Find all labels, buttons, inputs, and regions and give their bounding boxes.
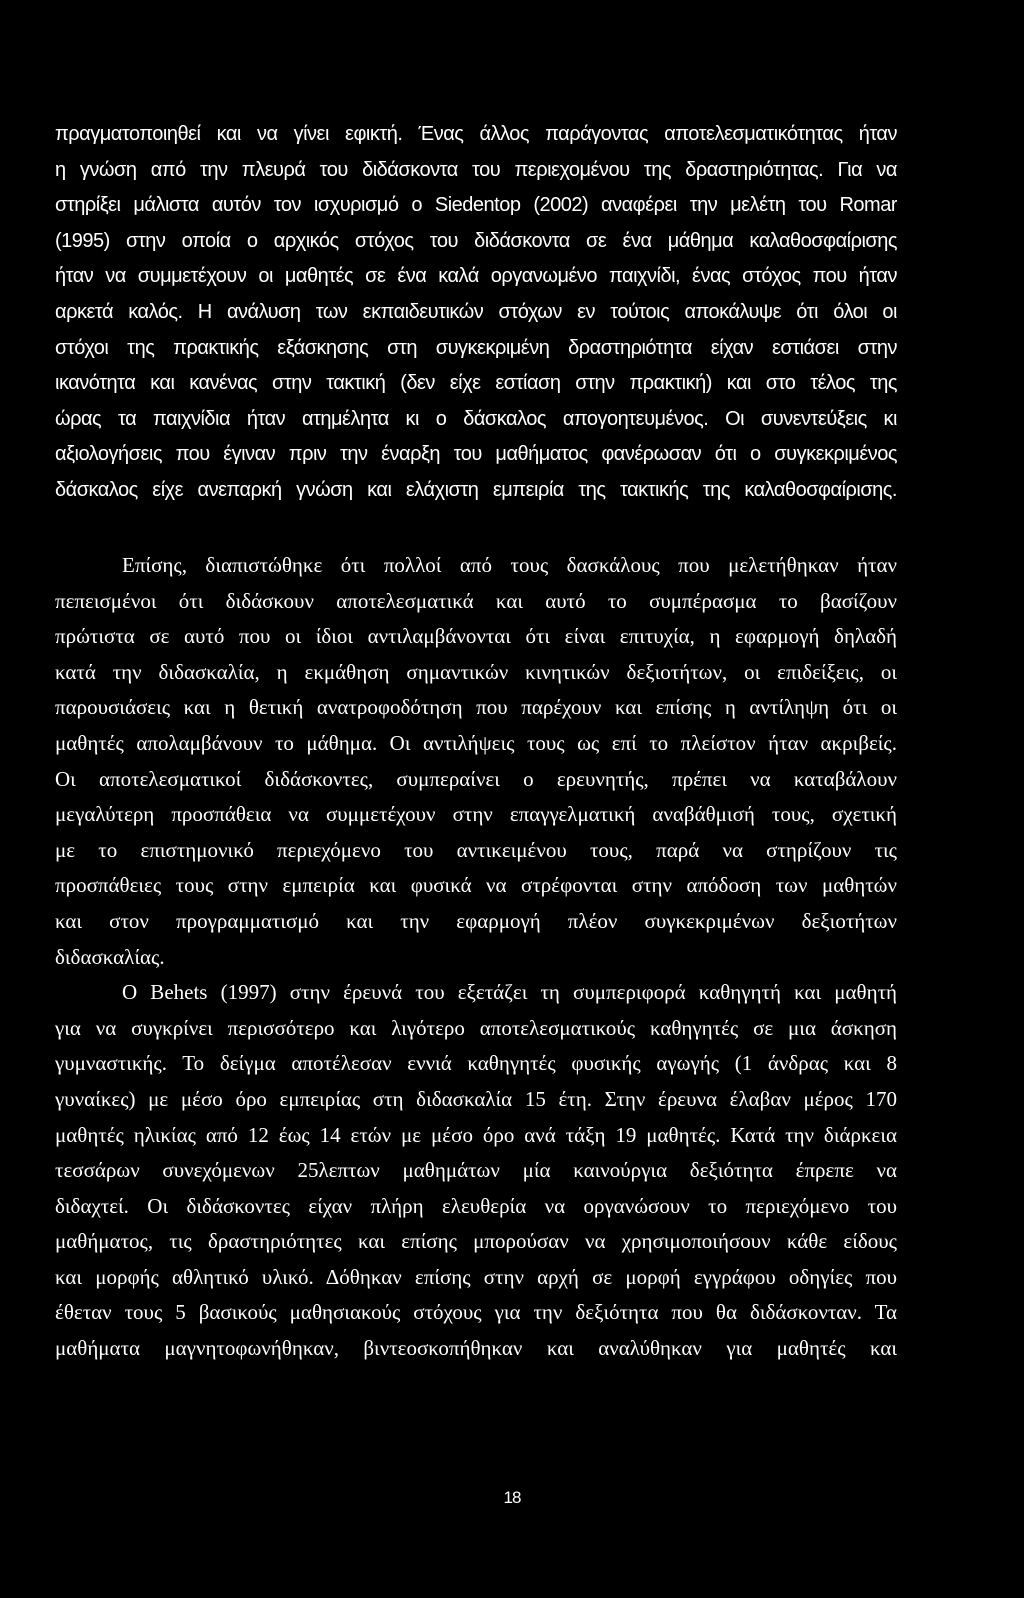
- text-line: Επίσης, διαπιστώθηκε ότι πολλοί από τους δασκάλους που μελετήθηκαν ήταν: [122, 553, 897, 577]
- text-line: με το επιστημονικό περιεχόμενο του αντικειμένου τους, παρά να στηρίζουν τις: [55, 837, 897, 862]
- text-line: για να συγκρίνει περισσότερο και λιγότερο αποτελεσματικούς καθηγητές σε μια άσκηση: [55, 1015, 897, 1040]
- text-line: μαθητές ηλικίας από 12 έως 14 ετών με μέσο όρο ανά τάξη 19 μαθητές. Κατά την διάρκεια: [55, 1122, 897, 1147]
- text-line: γυναίκες) με μέσο όρο εμπειρίας στη διδασκαλία 15 έτη. Στην έρευνα έλαβαν μέρος 170: [55, 1086, 897, 1111]
- text-line: διδασκαλίας.: [55, 944, 165, 969]
- text-line: πραγματοποιηθεί και να γίνει εφικτή. Ένας άλλος παράγοντας αποτελεσματικότητας ήταν: [55, 123, 897, 145]
- text-line: μαθήματα μαγνητοφωνήθηκαν, βιντεοσκοπήθηκαν και αναλύθηκαν για μαθητές και: [55, 1336, 897, 1361]
- text-line: πρώτιστα σε αυτό που οι ίδιοι αντιλαμβάνονται ότι είναι επιτυχία, η εφαρμογή δηλαδή: [55, 624, 897, 649]
- text-line: και στον προγραμματισμό και την εφαρμογή πλέον συγκεκριμένων δεξιοτήτων: [55, 908, 897, 933]
- text-line: παρουσιάσεις και η θετική ανατροφοδότηση που παρέχουν και επίσης η αντίληψη ότι οι: [55, 695, 897, 720]
- page-number: 18: [503, 1488, 521, 1507]
- text-line: γυμναστικής. Το δείγμα αποτέλεσαν εννιά καθηγητές φυσικής αγωγής (1 άνδρας και 8: [55, 1051, 897, 1076]
- text-line: προσπάθειες τους στην εμπειρία και φυσικά να στρέφονται στην απόδοση των μαθητών: [55, 873, 897, 898]
- text-line: (1995) στην οποία ο αρχικός στόχος του διδάσκοντα σε ένα μάθημα καλαθοσφαίρισης: [55, 229, 897, 252]
- paragraph-teachers-behets: [55, 548, 897, 1367]
- paragraph-siedentop: [55, 117, 897, 509]
- text-line: στηρίξει μάλιστα αυτόν τον ισχυρισμό ο Siedentop (2002) αναφέρει την μελέτη του Romar: [55, 194, 897, 217]
- text-line: τεσσάρων συνεχόμενων 25λεπτων μαθημάτων μία καινούργια δεξιότητα έπρεπε να: [55, 1158, 897, 1183]
- text-line: Ο Behets (1997) στην έρευνά του εξετάζει τη συμπεριφορά καθηγητή και μαθητή: [122, 980, 897, 1005]
- text-line: Οι αποτελεσματικοί διδάσκοντες, συμπεραίνει ο ερευνητής, πρέπει να καταβάλουν: [55, 766, 897, 791]
- text-line: και μορφής αθλητικό υλικό. Δόθηκαν επίσης στην αρχή σε μορφή εγγράφου οδηγίες που: [55, 1264, 897, 1289]
- text-line: αρκετά καλός. Η ανάλυση των εκπαιδευτικών στόχων εν τούτοις αποκάλυψε ότι όλοι οι: [55, 300, 897, 323]
- text-line: στόχοι της πρακτικής εξάσκησης στη συγκεκριμένη δραστηριότητα είχαν εστιάσει στην: [55, 336, 897, 359]
- text-line: δάσκαλος είχε ανεπαρκή γνώση και ελάχιστη εμπειρία της τακτικής της καλαθοσφαίρισης.: [55, 478, 897, 501]
- text-line: έθεταν τους 5 βασικούς μαθησιακούς στόχους για την δεξιότητα που θα διδάσκονταν. Τα: [55, 1300, 897, 1325]
- text-line: μαθήματος, τις δραστηριότητες και επίσης μπορούσαν να χρησιμοποιήσουν κάθε είδους: [55, 1229, 897, 1254]
- text-line: ώρας τα παιχνίδια ήταν ατημέλητα κι ο δάσκαλος απογοητευμένος. Οι συνεντεύξεις κι: [55, 407, 897, 430]
- text-line: κατά την διδασκαλία, η εκμάθηση σημαντικών κινητικών δεξιοτήτων, οι επιδείξεις, οι: [55, 659, 897, 684]
- text-line: ικανότητα και κανένας στην τακτική (δεν είχε εστίαση στην πρακτική) και στο τέλος της: [55, 372, 897, 395]
- text-line: ήταν να συμμετέχουν οι μαθητές σε ένα καλά οργανωμένο παιχνίδι, ένας στόχος που ήταν: [55, 265, 897, 288]
- text-line: αξιολογήσεις που έγιναν πριν την έναρξη του μαθήματος φανέρωσαν ότι ο συγκεκριμένος: [55, 443, 897, 466]
- text-line: η γνώση από την πλευρά του διδάσκοντα του περιεχομένου της δραστηριότητας. Για να: [55, 158, 897, 181]
- text-line: μαθητές απολαμβάνουν το μάθημα. Οι αντιλήψεις τους ως επί το πλείστον ήταν ακριβείς.: [55, 730, 897, 755]
- text-line: πεπεισμένοι ότι διδάσκουν αποτελεσματικά και αυτό το συμπέρασμα το βασίζουν: [55, 588, 897, 613]
- text-line: μεγαλύτερη προσπάθεια να συμμετέχουν στην επαγγελματική αναβάθμισή τους, σχετική: [55, 802, 897, 827]
- text-line: διδαχτεί. Οι διδάσκοντες είχαν πλήρη ελευθερία να οργανώσουν το περιεχόμενο του: [55, 1193, 897, 1218]
